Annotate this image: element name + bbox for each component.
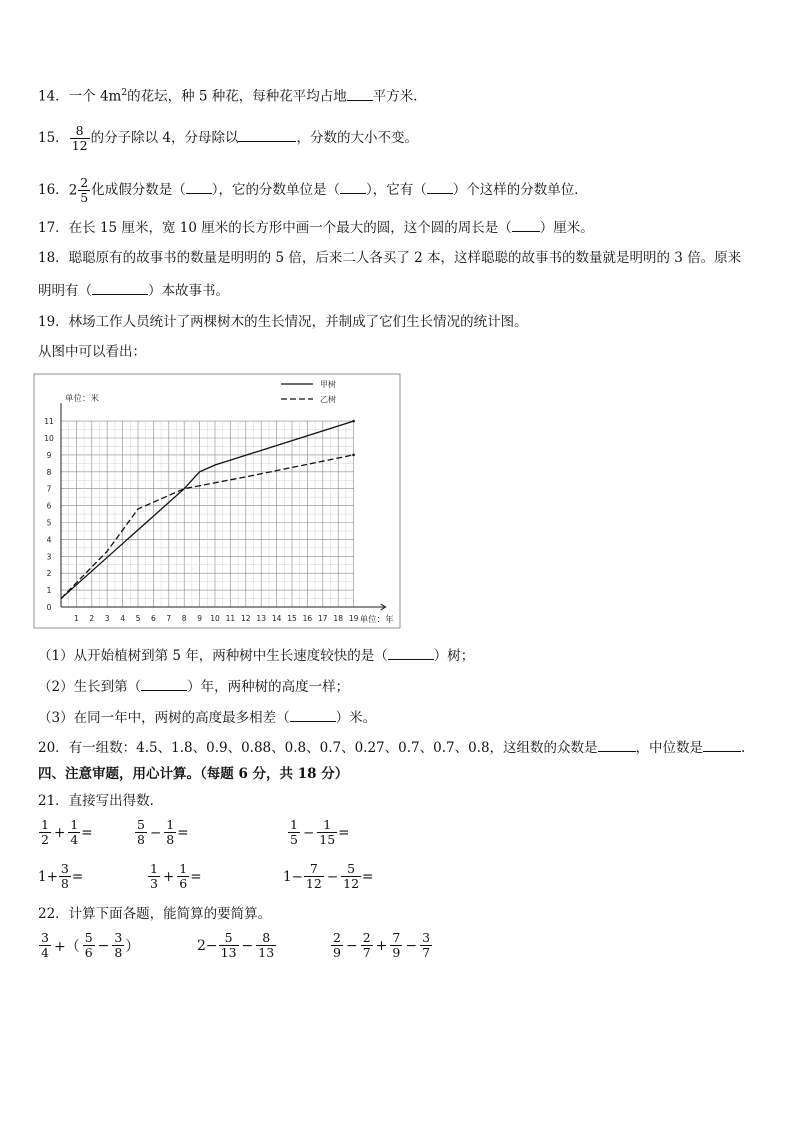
q20-blank-mode[interactable] (598, 737, 636, 752)
numerator: 2 (362, 930, 371, 945)
q19-sub2-text-2: ）年，两种树的高度一样； (187, 679, 350, 695)
leading-term: 1+ (38, 868, 58, 885)
question-20 (38, 737, 755, 758)
chart-legend (281, 379, 336, 404)
x-tick-label: 1 (74, 614, 79, 623)
numerator: 1 (166, 817, 175, 832)
numerator: 1 (290, 817, 298, 832)
fraction (361, 931, 373, 960)
denominator: 3 (150, 876, 158, 891)
question-14 (38, 83, 427, 107)
equals-sign: = (71, 868, 84, 885)
denominator: 15 (319, 832, 336, 847)
y-tick-label: 3 (46, 552, 52, 562)
question-19-line-2 (38, 342, 146, 362)
y-tick-label: 1 (46, 586, 52, 596)
operator: +（ (53, 938, 80, 955)
closing-paren: ） (125, 938, 140, 955)
legend-label: 乙树 (320, 395, 336, 404)
q19-sub3-text-1: （3）在同一年中，两树的高度最多相差（ (38, 710, 290, 726)
q21-expression-2 (134, 818, 189, 847)
q19-sub3-text-2: ）米。 (335, 710, 377, 726)
q14-text-start: 14．一个 4m (38, 88, 122, 105)
section-4-title: 四、注意审题，用心计算。（每题 6 分，共 18 分） (38, 766, 349, 782)
denominator: 6 (84, 945, 93, 960)
numerator: 1 (179, 861, 188, 876)
q19-sub1-text-2: ）树； (433, 648, 475, 664)
denominator: 5 (290, 832, 298, 847)
operator: − (345, 937, 358, 954)
numerator: 1 (70, 817, 79, 832)
numerator: 5 (137, 817, 145, 832)
question-22-title: 22．计算下面各题，能简算的要简算。 (38, 906, 272, 922)
leading-term: 1− (283, 868, 303, 885)
numerator: 1 (150, 861, 158, 876)
q21-expression-1 (38, 818, 93, 847)
operator: − (405, 937, 418, 954)
q15-fraction-numerator: 8 (75, 123, 84, 138)
q21-expression-4 (38, 862, 83, 891)
x-tick-label: 17 (318, 614, 328, 623)
leading-term: 2− (197, 937, 218, 954)
legend-label: 甲树 (320, 380, 336, 389)
denominator: 7 (362, 945, 371, 960)
operator: − (241, 937, 254, 954)
q16-text-3: ），它有（ (365, 182, 427, 198)
question-19-line-1 (38, 312, 528, 332)
x-tick-label: 5 (135, 614, 141, 623)
fraction (219, 931, 239, 960)
q19-text-1: 19．林场工作人员统计了两棵树木的生长情况，并制成了它们生长情况的统计图。 (38, 314, 528, 330)
q16-fraction-numerator: 2 (80, 175, 89, 190)
q16-number: 16． (38, 182, 69, 198)
numerator: 7 (392, 930, 401, 945)
q18-text-1: 18．聪聪原有的故事书的数量是明明的 5 倍，后来二人各买了 2 本，这样聪聪的故事书的数量就是明明的 3 倍。原来 (38, 250, 742, 266)
fraction (331, 931, 343, 960)
chart-x-axis-label: 单位：年 (359, 615, 394, 625)
q18-text-3: ）本故事书。 (148, 283, 229, 299)
chart-axes (61, 403, 386, 610)
q17-text-2: ）厘米。 (539, 220, 594, 236)
numerator: 7 (309, 861, 318, 876)
x-tick-label: 7 (166, 614, 172, 623)
equals-sign: = (177, 824, 189, 841)
fraction (39, 818, 51, 847)
fraction (420, 931, 432, 960)
fraction (112, 931, 124, 960)
numerator: 8 (262, 930, 271, 945)
numerator: 5 (224, 930, 233, 945)
series-end-point (352, 454, 355, 457)
x-tick-label: 8 (181, 614, 187, 623)
chart-ticks (44, 417, 358, 623)
denominator: 8 (137, 832, 145, 847)
series-end-point (352, 420, 355, 423)
equals-sign: = (81, 824, 93, 841)
numerator: 1 (323, 817, 332, 832)
x-tick-label: 10 (210, 614, 220, 623)
q16-blank-1[interactable] (186, 179, 212, 194)
fraction (304, 862, 324, 891)
q19-sub3-blank[interactable] (290, 707, 336, 722)
denominator: 9 (392, 945, 401, 960)
numerator: 2 (333, 930, 341, 945)
y-tick-label: 7 (46, 484, 52, 494)
x-tick-label: 18 (333, 614, 343, 623)
fraction (177, 862, 189, 891)
x-tick-label: 16 (302, 614, 313, 623)
q20-text-3: ． (741, 740, 755, 756)
denominator: 8 (60, 876, 69, 891)
q14-answer-blank[interactable] (347, 86, 373, 101)
q14-text-mid: 的花坛，种 5 种花，每种花平均占地 (127, 88, 347, 105)
x-tick-label: 2 (89, 614, 95, 623)
question-15 (38, 118, 418, 158)
y-tick-label: 4 (46, 535, 52, 545)
operator: + (162, 868, 175, 885)
y-tick-label: 0 (46, 603, 52, 612)
denominator: 13 (258, 945, 275, 960)
q19-sub2-text-1: （2）生长到第（ (38, 679, 142, 695)
question-19-sub-2 (38, 676, 349, 697)
x-tick-label: 9 (197, 614, 202, 623)
q19-sub1-text-1: （1）从开始植树到第 5 年，两种树中生长速度较快的是（ (38, 648, 388, 664)
y-tick-label: 8 (46, 467, 52, 477)
x-tick-label: 19 (348, 614, 359, 623)
q19-sub2-blank[interactable] (141, 676, 187, 691)
numerator: 3 (41, 930, 49, 945)
q20-text-2: ，中位数是 (635, 740, 704, 756)
q15-fraction (70, 124, 90, 153)
y-tick-label: 6 (46, 501, 52, 511)
q16-mixed-whole: 2 (68, 182, 78, 199)
q22-expression-3 (330, 931, 433, 960)
q19-sub1-blank[interactable] (388, 645, 434, 660)
q15-number: 15． (38, 130, 69, 146)
operator: − (149, 824, 162, 841)
equals-sign: = (190, 868, 202, 885)
fraction (148, 862, 160, 891)
q18-text-2: 明明有（ (38, 283, 92, 299)
q22-expression-2 (197, 931, 277, 960)
fraction (59, 862, 71, 891)
operator: − (97, 937, 110, 954)
q21-expression-5 (147, 862, 202, 891)
q19-text-2: 从图中可以看出： (38, 344, 146, 360)
x-tick-label: 12 (241, 614, 251, 623)
operator: + (53, 824, 66, 841)
q17-text-1: 17．在长 15 厘米，宽 10 厘米的长方形中画一个最大的圆，这个圆的周长是（ (38, 220, 512, 236)
q18-answer-blank[interactable] (92, 280, 148, 295)
q22-expression-1 (38, 931, 139, 960)
denominator: 12 (305, 876, 322, 891)
q17-answer-blank[interactable] (512, 217, 540, 232)
q16-text-1: 化成假分数是（ (91, 182, 186, 198)
numerator: 3 (422, 930, 431, 945)
question-19-sub-1 (38, 645, 474, 666)
operator: + (375, 937, 388, 954)
x-tick-label: 13 (256, 614, 266, 623)
q16-blank-3[interactable] (427, 179, 453, 194)
q15-answer-blank[interactable] (238, 127, 296, 142)
fraction (256, 931, 276, 960)
denominator: 13 (220, 945, 237, 960)
question-16 (38, 170, 588, 211)
fraction (164, 818, 176, 847)
x-tick-label: 3 (104, 614, 110, 623)
y-tick-label: 11 (44, 417, 54, 427)
operator: − (326, 868, 339, 885)
denominator: 6 (179, 876, 188, 891)
question-19-sub-3 (38, 707, 376, 728)
q15-fraction-denominator: 12 (71, 138, 88, 153)
fraction (317, 818, 337, 847)
denominator: 2 (41, 832, 49, 847)
denominator: 12 (343, 876, 360, 891)
equals-sign: = (338, 824, 350, 841)
fraction (68, 818, 80, 847)
denominator: 7 (422, 945, 431, 960)
q16-fraction-denominator: 5 (80, 190, 89, 205)
numerator: 3 (60, 861, 69, 876)
q16-blank-2[interactable] (340, 179, 366, 194)
denominator: 4 (41, 945, 49, 960)
operator: − (302, 824, 315, 841)
question-18-line-1 (38, 248, 741, 268)
x-tick-label: 4 (120, 614, 125, 623)
x-tick-label: 14 (271, 614, 282, 623)
q16-fraction (78, 176, 90, 205)
x-tick-label: 11 (225, 614, 236, 623)
denominator: 4 (70, 832, 79, 847)
numerator: 5 (84, 930, 93, 945)
x-tick-label: 6 (151, 614, 156, 623)
y-tick-label: 10 (44, 434, 54, 443)
y-tick-label: 2 (46, 569, 52, 579)
q14-text-end: 平方米． (372, 88, 427, 105)
fraction (288, 818, 300, 847)
numerator: 1 (41, 817, 49, 832)
equals-sign: = (362, 868, 374, 885)
q21-expression-6 (283, 862, 373, 891)
tree-growth-chart (33, 373, 403, 635)
fraction (341, 862, 361, 891)
q16-text-2: ），它的分数单位是（ (211, 182, 340, 198)
chart-grid (34, 374, 400, 628)
fraction (135, 818, 147, 847)
question-21-title: 21．直接写出得数． (38, 793, 164, 809)
numerator: 5 (347, 861, 356, 876)
question-17 (38, 217, 594, 238)
y-tick-label: 9 (46, 450, 52, 460)
q21-expression-3 (287, 818, 349, 847)
question-18-line-2 (38, 280, 229, 301)
denominator: 9 (333, 945, 341, 960)
q20-text-1: 20．有一组数：4.5、1.8、0.9、0.88、0.8、0.7、0.27、0.7、0.7、0.8，这组数的众数是 (38, 740, 598, 756)
x-tick-label: 15 (287, 614, 297, 623)
chart-y-axis-label: 单位：米 (65, 394, 100, 405)
fraction (390, 931, 402, 960)
q14-superscript: 2 (121, 88, 128, 98)
q20-blank-median[interactable] (703, 737, 741, 752)
denominator: 8 (166, 832, 175, 847)
numerator: 3 (114, 930, 123, 945)
y-tick-label: 5 (46, 518, 52, 528)
q15-text-2: ，分数的大小不变。 (296, 130, 418, 146)
fraction (83, 931, 95, 960)
fraction (39, 931, 51, 960)
q15-text-1: 的分子除以 4，分母除以 (90, 130, 239, 146)
denominator: 8 (114, 945, 123, 960)
q16-text-4: ）个这样的分数单位． (452, 182, 588, 198)
